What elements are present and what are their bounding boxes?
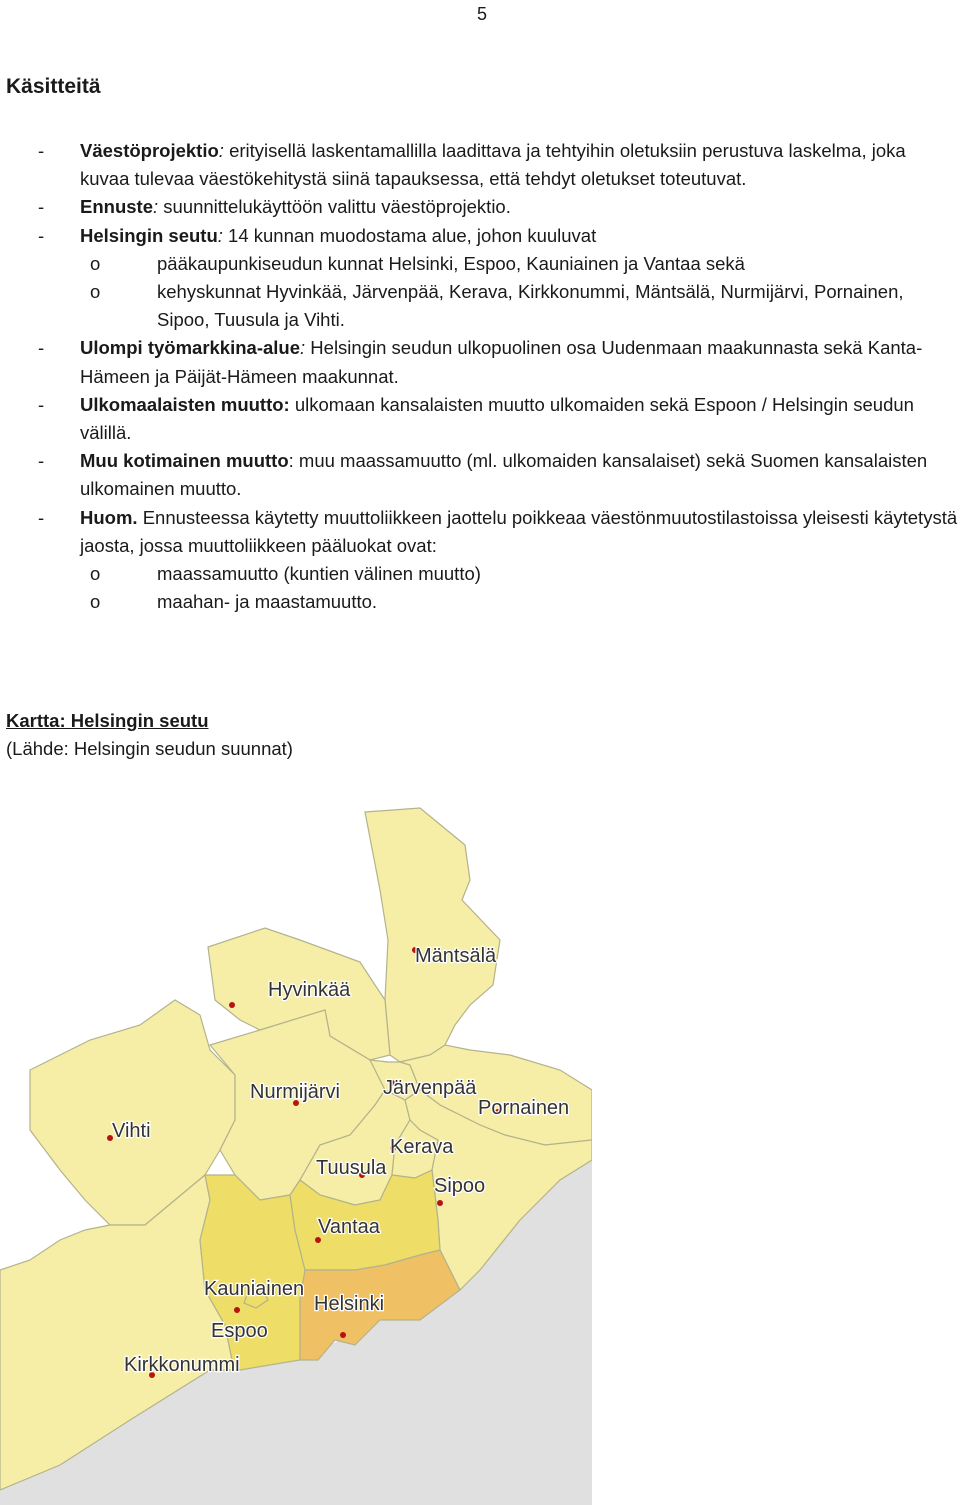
definition-text: Helsingin seudun ulkopuolinen osa Uudenmaan maakunnasta sekä Kanta-Hämeen ja Päijät-Hämeen maakunnat. (80, 337, 923, 387)
definition-ulompi (38, 334, 960, 390)
definition-ennuste (38, 193, 960, 221)
term-colon: : (217, 224, 229, 246)
term: Väestöprojektio (80, 140, 219, 161)
dash-marker: - (38, 337, 45, 359)
term-colon: : (152, 196, 164, 218)
term: Ennuste (80, 196, 153, 218)
definition-text: ulkomaan kansalaisten muutto ulkomaiden sekä Espoon / Helsingin seudun välillä. (80, 393, 914, 444)
sub-item (38, 588, 960, 616)
term: Ulkomaalaisten muutto: (80, 393, 290, 415)
sub-item-text: maahan- ja maastamuutto. (157, 591, 378, 613)
dash-marker: - (38, 450, 45, 472)
dash-marker: - (38, 140, 45, 161)
definition-text: erityisellä laskentamallilla laadittava ja tehtyihin oletuksiin perustuva laskelma, joka kuvaa tulevaa väestökehitystä siinä tapauksessa, että tehdyt oletukset toteutuvat. (80, 140, 906, 190)
term: Helsingin seutu (80, 224, 218, 246)
map-title: Kartta: Helsingin seutu (6, 710, 209, 731)
note-huom (38, 504, 960, 560)
label-sipoo: Sipoo (434, 1175, 486, 1197)
definition-text: suunnittelukäyttöön valittu väestöprojektio. (163, 196, 511, 218)
label-kerava: Kerava (390, 1136, 454, 1158)
bullet-marker: o (90, 591, 101, 613)
sub-item (38, 560, 960, 588)
center-dot (229, 1002, 235, 1008)
bullet-marker: o (90, 252, 101, 274)
sub-item (38, 250, 960, 278)
term: Muu kotimainen muutto (80, 450, 289, 472)
definition-helsingin-seutu (38, 222, 960, 250)
label-espoo: Espoo (211, 1320, 268, 1342)
map-source: (Lähde: Helsingin seudun suunnat) (6, 738, 293, 760)
page-heading: Käsitteitä (6, 75, 101, 98)
term: Huom. (80, 506, 138, 528)
term: Ulompi työmarkkina-alue (80, 337, 301, 359)
label-vantaa: Vantaa (318, 1216, 380, 1238)
term-colon: : (218, 140, 230, 161)
label-jarvenpaa: Järvenpää (383, 1077, 477, 1099)
sub-item-text: maassamuutto (kuntien välinen muutto) (157, 563, 481, 585)
bullet-marker: o (90, 281, 101, 303)
center-dot (437, 1200, 443, 1206)
label-vihti: Vihti (112, 1120, 151, 1142)
definition-vaestoprojektio (38, 137, 960, 193)
definition-ulkomaalaisten-muutto (38, 391, 960, 447)
definition-text: Ennusteessa käytetty muuttoliikkeen jaottelu poikkeaa väestönmuutostilastoissa yleisesti käytetystä jaosta, jossa muuttoliikkeen pääluokat ovat: (80, 506, 958, 556)
helsinki-region-map (0, 800, 600, 1505)
dash-marker: - (38, 224, 45, 246)
dash-marker: - (38, 393, 45, 415)
label-nurmijarvi: Nurmijärvi (250, 1081, 340, 1103)
page-number: 5 (477, 4, 488, 24)
label-kauniainen: Kauniainen (204, 1278, 305, 1300)
center-dot (234, 1307, 240, 1313)
center-dot (340, 1332, 346, 1338)
definition-muu-kotimainen-muutto (38, 447, 960, 503)
definition-text: 14 kunnan muodostama alue, johon kuuluvat (228, 224, 597, 246)
label-hyvinkaa: Hyvinkää (268, 979, 351, 1001)
label-pornainen: Pornainen (478, 1097, 570, 1119)
label-mantsala: Mäntsälä (415, 945, 497, 967)
definitions-list (38, 137, 960, 616)
sub-item-text: pääkaupunkiseudun kunnat Helsinki, Espoo, Kauniainen ja Vantaa sekä (157, 252, 745, 274)
map-caption (6, 707, 293, 763)
definition-text: : muu maassamuutto (ml. ulkomaiden kansalaiset) sekä Suomen kansalaisten ulkomainen muutto. (80, 450, 928, 500)
term-colon: : (300, 337, 311, 359)
label-tuusula: Tuusula (316, 1157, 387, 1179)
label-helsinki: Helsinki (314, 1293, 385, 1315)
sub-item-text: kehyskunnat Hyvinkää, Järvenpää, Kerava, Kirkkonummi, Mäntsälä, Nurmijärvi, Pornainen, Sipoo, Tuusula ja Vihti. (157, 281, 904, 331)
sub-item (38, 278, 960, 334)
dash-marker: - (38, 196, 45, 218)
dash-marker: - (38, 506, 45, 528)
bullet-marker: o (90, 563, 101, 585)
label-kirkkonummi: Kirkkonummi (124, 1354, 240, 1376)
